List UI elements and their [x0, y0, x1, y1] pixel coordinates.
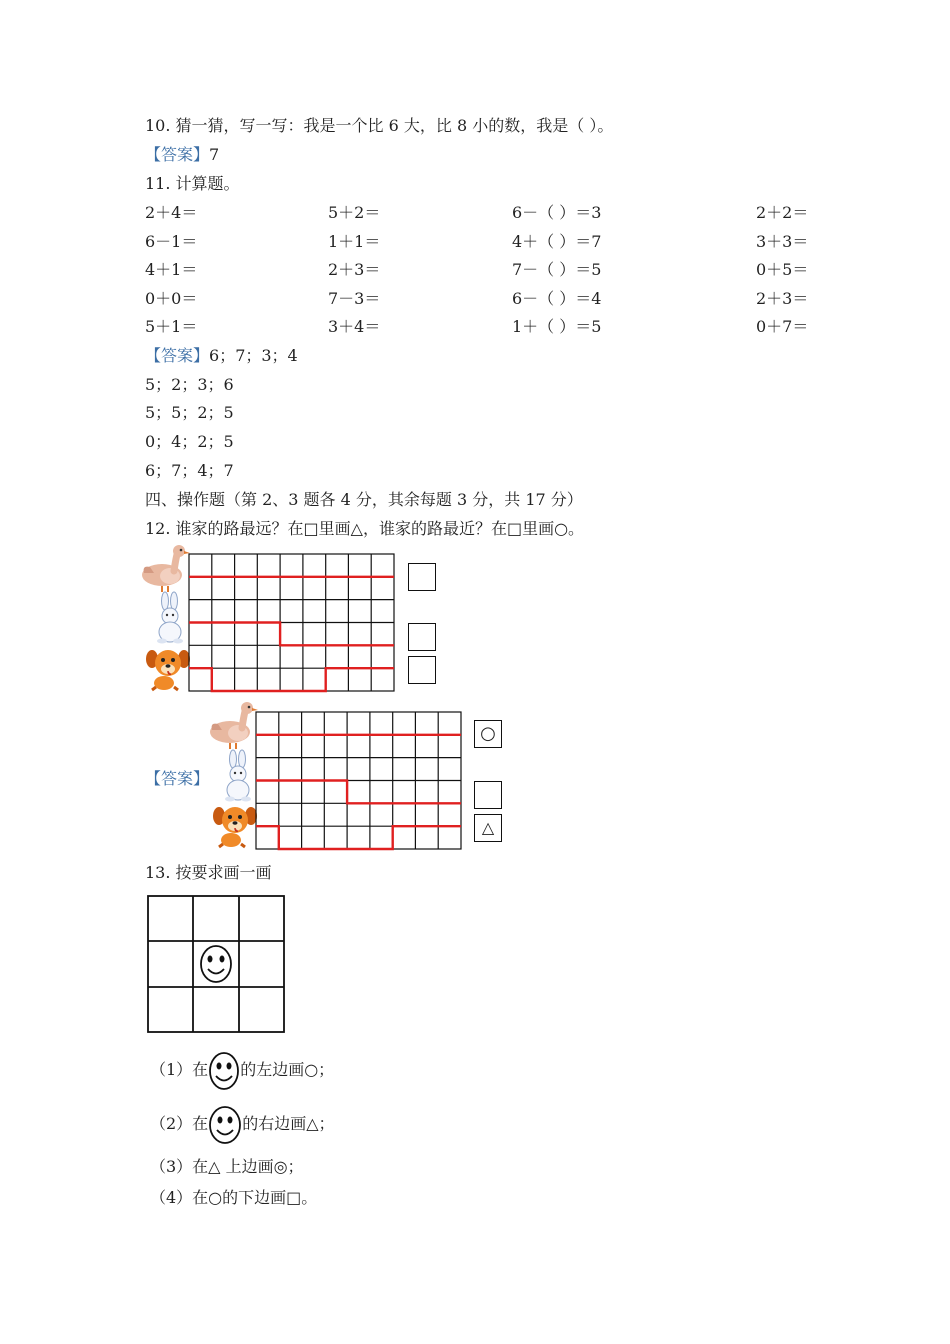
q12-answer-tag: [145, 768, 209, 790]
calc-cell: 2＋2＝: [756, 203, 809, 222]
q13-title: 13. 按要求画一画: [145, 863, 272, 882]
q13-grid: [146, 894, 286, 1034]
calc-cell: 0＋5＝: [756, 260, 809, 279]
calc-cell: 6－（ ）＝3: [512, 203, 602, 222]
smiley-face-icon: [208, 1105, 242, 1145]
q11-answer-line: 6；7；3；4: [209, 346, 298, 365]
calc-cell: 5＋2＝: [328, 203, 381, 222]
q11-answer-line: 0；4；2；5: [145, 432, 234, 451]
calc-cell: 2＋3＝: [328, 260, 381, 279]
path-grid-2: [255, 711, 463, 851]
q13-item-3: （3）在△ 上边画◎；: [150, 1157, 304, 1176]
q13-item-2: [150, 1104, 335, 1144]
answer-tag: 【答案】: [145, 145, 210, 164]
calc-cell: 6－1＝: [145, 232, 198, 251]
smiley-face-icon: [201, 946, 231, 982]
q10-answer: [145, 144, 219, 166]
calc-cell: 2＋3＝: [756, 289, 809, 308]
answer-box: [408, 656, 436, 684]
calc-cell: 0＋0＝: [145, 289, 198, 308]
q13-item-post: 的左边画○；: [240, 1060, 335, 1079]
rabbit-icon: [152, 592, 188, 644]
q10-text: 10. 猜一猜，写一写：我是一个比 6 大，比 8 小的数，我是（ ）。: [145, 116, 614, 135]
q13-item-pre: （1）在: [150, 1060, 209, 1079]
answer-box-circle: [474, 720, 502, 748]
rabbit-icon: [220, 750, 256, 802]
q13-item-1: [150, 1050, 334, 1090]
calc-cell: 7－（ ）＝5: [512, 260, 602, 279]
smiley-face-icon: [208, 1051, 240, 1091]
q11-answer-line: 6；7；4；7: [145, 461, 234, 480]
q11-title: 11. 计算题。: [145, 174, 240, 193]
q11-answer-line: 5；2；3；6: [145, 375, 234, 394]
dog-icon: [213, 804, 259, 848]
q11-answer: [145, 345, 298, 367]
answer-tag: 【答案】: [145, 346, 210, 365]
calc-cell: 5＋1＝: [145, 317, 198, 336]
triangle-mark: △: [481, 818, 495, 837]
q11-answer-line: 5；5；2；5: [145, 403, 234, 422]
answer-box: [474, 781, 502, 809]
answer-tag: 【答案】: [145, 769, 210, 788]
section4-title: 四、操作题（第 2、3 题各 4 分，其余每题 3 分，共 17 分）: [145, 490, 583, 509]
calc-cell: 7－3＝: [328, 289, 381, 308]
duck-icon: [208, 702, 258, 750]
calc-cell: 3＋3＝: [756, 232, 809, 251]
q13-item-4: （4）在○的下边画□。: [150, 1188, 318, 1207]
calc-cell: 1＋1＝: [328, 232, 381, 251]
calc-cell: 6－（ ）＝4: [512, 289, 602, 308]
calc-cell: 3＋4＝: [328, 317, 381, 336]
q10-answer-value: 7: [209, 145, 220, 164]
circle-mark: ○: [480, 723, 496, 744]
answer-box-triangle: [474, 814, 502, 842]
q13-item-pre: （2）在: [150, 1114, 209, 1133]
dog-icon: [146, 647, 192, 691]
duck-icon: [140, 545, 190, 593]
calc-cell: 1＋（ ）＝5: [512, 317, 602, 336]
calc-cell: 4＋（ ）＝7: [512, 232, 602, 251]
q13-item-post: 的右边画△；: [242, 1114, 335, 1133]
calc-cell: 4＋1＝: [145, 260, 198, 279]
answer-box: [408, 623, 436, 651]
q12-text: 12. 谁家的路最远？在□里画△，谁家的路最近？在□里画○。: [145, 519, 585, 538]
path-grid-1: [188, 553, 396, 693]
calc-cell: 0＋7＝: [756, 317, 809, 336]
empty-mark: [475, 782, 501, 808]
calc-cell: 2＋4＝: [145, 203, 198, 222]
answer-box: [408, 563, 436, 591]
